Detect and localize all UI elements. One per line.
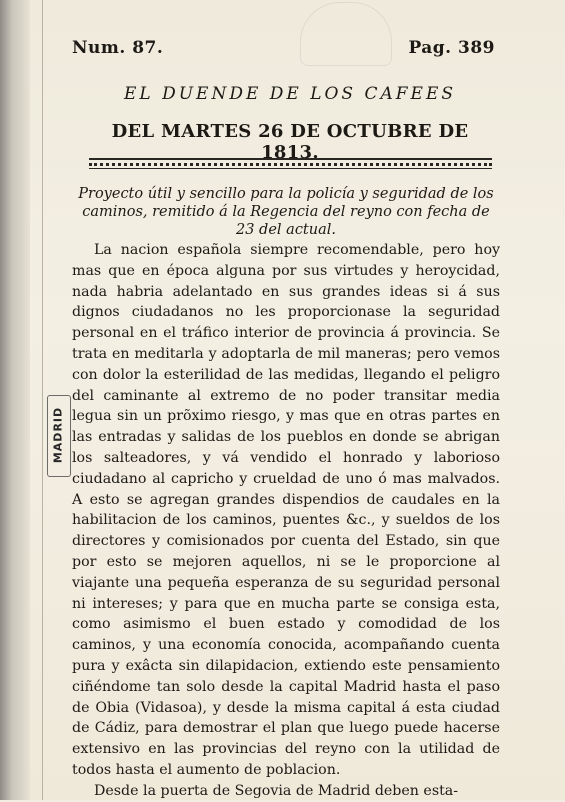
issue-dateline: DEL MARTES 26 DE OCTUBRE DE 1813. (111, 121, 469, 163)
header-rule-bottom (89, 168, 492, 169)
library-stamp-faint (300, 2, 392, 66)
binding-gutter (0, 0, 30, 800)
header-rule-top (89, 158, 492, 160)
newspaper-title: EL DUENDE DE LOS CAFEES (123, 84, 457, 104)
side-stamp-text: MADRID (51, 406, 65, 464)
header-rule-ornamental (89, 163, 492, 166)
article-title: Proyecto útil y sencillo para la policía y seguridad de los caminos, remitido á la Regencia del reyno con fecha de 23 del actual. (78, 186, 494, 238)
article-paragraph: La nacion española siempre recomendable, pero hoy mas que en época alguna por sus virtudes y heroycidad, nada habria adelantado en sus grandes ideas si á sus dignos ciudadanos no les proporcionase la seguridad personal en el tráfico interior de provincia á provincia. Se trata en meditarla y adoptarla de mil maneras; pero vemos con dolor la esterilidad de las medidas, llegando el peligro del caminante al extremo de no poder transitar media legua sin un prõximo riesgo, y mas que en otras partes en las entradas y salidas de los pueblos en donde se abrigan los salteadores, y vá vendido el honrado y laborioso ciudadano al capricho y crueldad de uno ó mas malvados. A esto se agregan grandes dispendios de caudales en la habilitacion de los caminos, puentes &c., y sueldos de los directores y comisionados por cuenta del Estado, sin que por esto se mejoren aquellos, ni se le proporcione al viajante una pequeña esperanza de su seguridad personal ni intereses; y para que en mucha parte se consiga esta, como asimismo el buen estado y comodidad de los caminos, y una economía conocida, acompañando cuenta pura y exâcta sin dilapidacion, extiendo este pensamiento ciñéndome tan solo desde la capital Madrid hasta el paso de Obia (Vidasoa), y desde la misma capital á esta ciudad de Cádiz, para demostrar el plan que luego puede hacerse extensivo en las provincias del reyno con la utilidad de todos hasta el aumento de poblacion. (72, 242, 500, 778)
article-paragraph: Desde la puerta de Segovia de Madrid deben esta- (94, 782, 459, 799)
article-body (72, 240, 500, 802)
page-number: Pag. 389 (408, 38, 495, 58)
gutter-edge-line (42, 0, 43, 800)
issue-number: Num. 87. (72, 38, 164, 58)
